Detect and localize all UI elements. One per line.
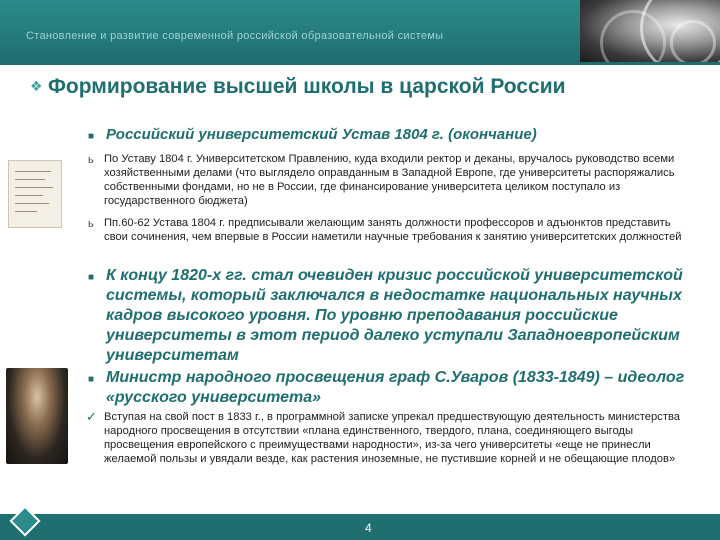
check-icon: ✓: [86, 409, 97, 424]
section-heading-3: Министр народного просвещения граф С.Уваров (1833-1849) – идеолог «русского университета»: [106, 369, 685, 406]
header-divider: [0, 62, 720, 65]
slide-title: Формирование высшей школы в царской России: [48, 75, 566, 98]
arrow-bullet-icon: ь: [88, 218, 94, 230]
uvarov-portrait-image: [6, 368, 68, 464]
section-1-item-1: По Уставу 1804 г. Университетском Правлению, куда входили ректор и деканы, вручалось руководство всеми хозяйственными делами (что выглядело оправданным в Западной Европе, где университеты распоряжались собственными фондами, но не в России, где финансирование университета целиком поступало из государственного бюджета): [104, 153, 675, 207]
document-image: [8, 160, 62, 228]
section-heading-2: К концу 1820-х гг. стал очевиден кризис российской университетской системы, который заключался в недостатке национальных научных кадров высокого уровня. По уровню преподавания российские университеты в этот период далеко уступали Западноевропейским университетам: [106, 267, 683, 364]
section-3-item-1: Вступая на свой пост в 1833 г., в программной записке упрекал предшествующую деятельность министерства народного просвещения в отсутствии «плана единственного, твердого, плана, соединяющего выгоды просвещения европейского с преимуществами народности», из-за чего университеты «еще не принесли желаемой пользы и увядали везде, как растения иноземные, не пустившие корней и не обещающие плодов»: [104, 411, 680, 465]
header-title: Становление и развитие современной российской образовательной системы: [26, 30, 444, 42]
footer-band: [0, 514, 720, 540]
page-number: 4: [365, 521, 372, 535]
square-bullet-icon: ■: [88, 131, 95, 142]
section-1-item-2: Пп.60-62 Устава 1804 г. предписывали желающим занять должности профессоров и адъюнктов представить свои сочинения, чем впервые в России наметили научные требования к занятию университетских должностей: [104, 217, 682, 243]
diamond-bullet-icon: ❖: [30, 78, 43, 94]
section-heading-1: Российский университетский Устав 1804 г. (окончание): [106, 126, 537, 143]
square-bullet-icon: ■: [88, 272, 95, 283]
square-bullet-icon: ■: [88, 374, 95, 385]
arrow-bullet-icon: ь: [88, 154, 94, 166]
header-decorative-image: [580, 0, 720, 62]
